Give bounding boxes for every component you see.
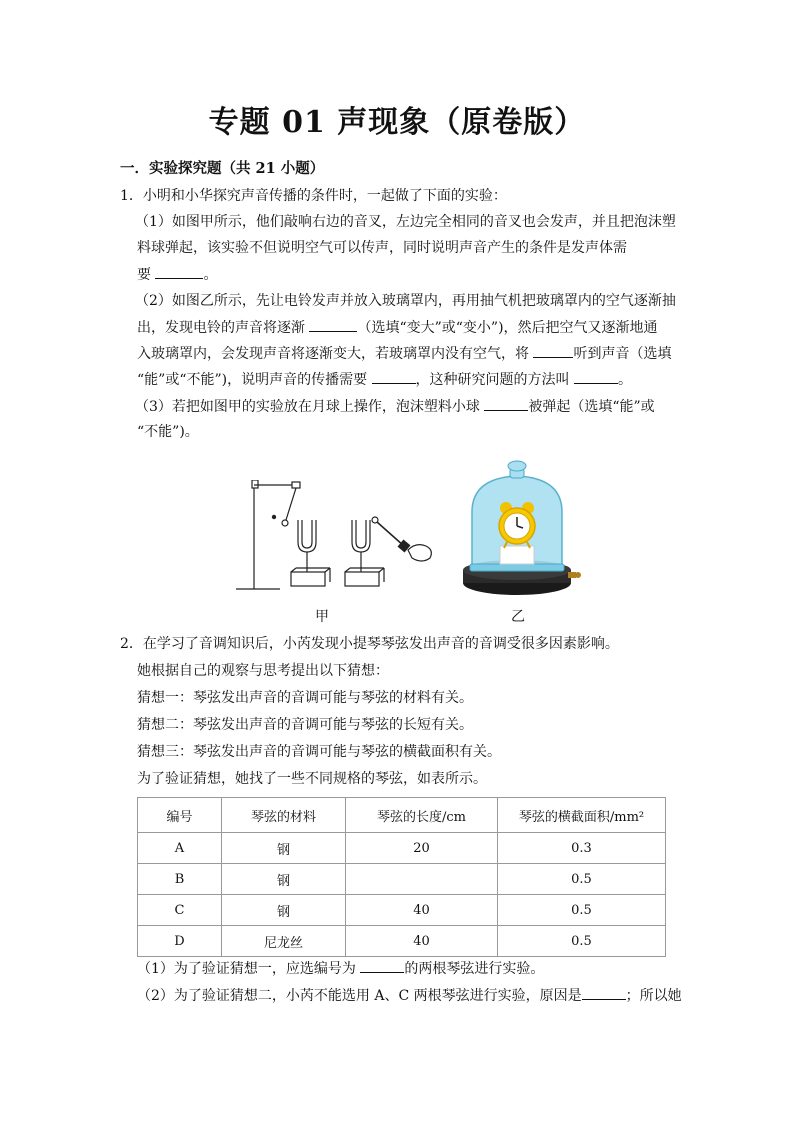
q2-sub1	[137, 958, 544, 979]
q1-part2-text-b: （选填“变大”或“变小”)，然后把空气又逐渐地通	[357, 320, 658, 336]
table-header-row	[138, 798, 666, 833]
table-header: 琴弦的长度/cm	[346, 798, 498, 833]
q1-part1-line1: （1）如图甲所示，他们敲响右边的音叉，左边完全相同的音叉也会发声，并且把泡沫塑	[135, 214, 676, 230]
q2-sub2-text-b: ；所以她	[625, 988, 682, 1004]
q2-line2: 她根据自己的观察与思考提出以下猜想：	[137, 663, 389, 679]
figure-label-yi: 乙	[511, 609, 525, 625]
q2-sub2	[137, 985, 682, 1006]
q1-part2-text-e: “能”或“不能”)，说明声音的传播需要	[137, 372, 372, 388]
q1-part3-text-a: （3）若把如图甲的实验放在月球上操作，泡沫塑料小球	[135, 399, 485, 415]
q1-part1-end: 。	[203, 267, 218, 283]
bell-jar-diagram	[462, 460, 582, 600]
q2-guess-2: 猜想二：琴弦发出声音的音调可能与琴弦的长短有关。	[137, 717, 473, 733]
q2-sub1-text-b: 的两根琴弦进行实验。	[404, 961, 545, 977]
page-title: 专题 01 声现象（原卷版）	[208, 105, 586, 140]
q1-part3-line2: “不能”)。	[137, 424, 199, 440]
q1-part2-line1: （2）如图乙所示，先让电铃发声并放入玻璃罩内，再用抽气机把玻璃罩内的空气逐渐抽	[135, 293, 676, 309]
answer-blank[interactable]	[533, 343, 573, 358]
tuning-fork-diagram	[236, 480, 436, 592]
table-header: 编号	[138, 798, 222, 833]
table-cell: A	[138, 833, 222, 864]
q1-part2-text-f: ，这种研究问题的方法叫	[415, 372, 574, 388]
q1-part2-text-g: 。	[618, 372, 632, 388]
answer-blank[interactable]	[360, 958, 404, 973]
table-row	[138, 833, 666, 864]
q2-stem: 2．在学习了音调知识后，小芮发现小提琴琴弦发出声音的音调受很多因素影响。	[120, 636, 619, 652]
table-cell: 40	[346, 926, 498, 957]
q1-stem: 1．小明和小华探究声音传播的条件时，一起做了下面的实验：	[120, 188, 507, 204]
q2-sub2-text-a: （2）为了验证猜想二，小芮不能选用 A、C 两根琴弦进行实验，原因是	[137, 988, 582, 1004]
figure-label-jia: 甲	[315, 609, 329, 625]
q1-part2-line3	[137, 343, 671, 364]
q1-part2-text-a: 出，发现电铃的声音将逐渐	[137, 320, 310, 336]
table-cell: 0.5	[498, 895, 666, 926]
table-row	[138, 864, 666, 895]
table-cell: 钢	[222, 864, 346, 895]
q1-part2-line4	[137, 369, 632, 390]
q1-part2-text-d: 听到声音（选填	[573, 346, 672, 362]
q1-part2-line2	[137, 317, 658, 338]
answer-blank[interactable]	[574, 369, 618, 384]
answer-blank[interactable]	[309, 317, 357, 332]
q1-part1-text: 要	[137, 267, 156, 283]
string-spec-table	[137, 797, 666, 957]
table-header: 琴弦的横截面积/mm²	[498, 798, 666, 833]
q1-part1-line3	[137, 264, 217, 285]
answer-blank[interactable]	[155, 264, 203, 279]
table-row	[138, 926, 666, 957]
table-cell: D	[138, 926, 222, 957]
q1-part2-text-c: 入玻璃罩内，会发现声音将逐渐变大，若玻璃罩内没有空气，将	[137, 346, 534, 362]
table-cell: 0.5	[498, 926, 666, 957]
table-cell: 尼龙丝	[222, 926, 346, 957]
table-cell: B	[138, 864, 222, 895]
table-cell	[346, 864, 498, 895]
q1-part3-text-b: 被弹起（选填“能”或	[528, 399, 655, 415]
table-cell: 20	[346, 833, 498, 864]
q1-part3-line1	[135, 396, 655, 417]
q1-part1-line2: 料球弹起，该实验不但说明空气可以传声，同时说明声音产生的条件是发声体需	[137, 240, 627, 256]
table-row	[138, 895, 666, 926]
q2-guess-3: 猜想三：琴弦发出声音的音调可能与琴弦的横截面积有关。	[137, 744, 501, 760]
q2-guess-1: 猜想一：琴弦发出声音的音调可能与琴弦的材料有关。	[137, 690, 473, 706]
table-cell: C	[138, 895, 222, 926]
table-header: 琴弦的材料	[222, 798, 346, 833]
table-cell: 0.3	[498, 833, 666, 864]
section-heading: 一．实验探究题（共 21 小题）	[120, 160, 325, 177]
table-cell: 钢	[222, 895, 346, 926]
answer-blank[interactable]	[372, 369, 416, 384]
answer-blank[interactable]	[582, 985, 626, 1000]
q2-sub1-text-a: （1）为了验证猜想一，应选编号为	[137, 961, 361, 977]
q2-line6: 为了验证猜想，她找了一些不同规格的琴弦，如表所示。	[137, 771, 487, 787]
table-cell: 40	[346, 895, 498, 926]
table-cell: 钢	[222, 833, 346, 864]
answer-blank[interactable]	[484, 396, 528, 411]
table-cell: 0.5	[498, 864, 666, 895]
